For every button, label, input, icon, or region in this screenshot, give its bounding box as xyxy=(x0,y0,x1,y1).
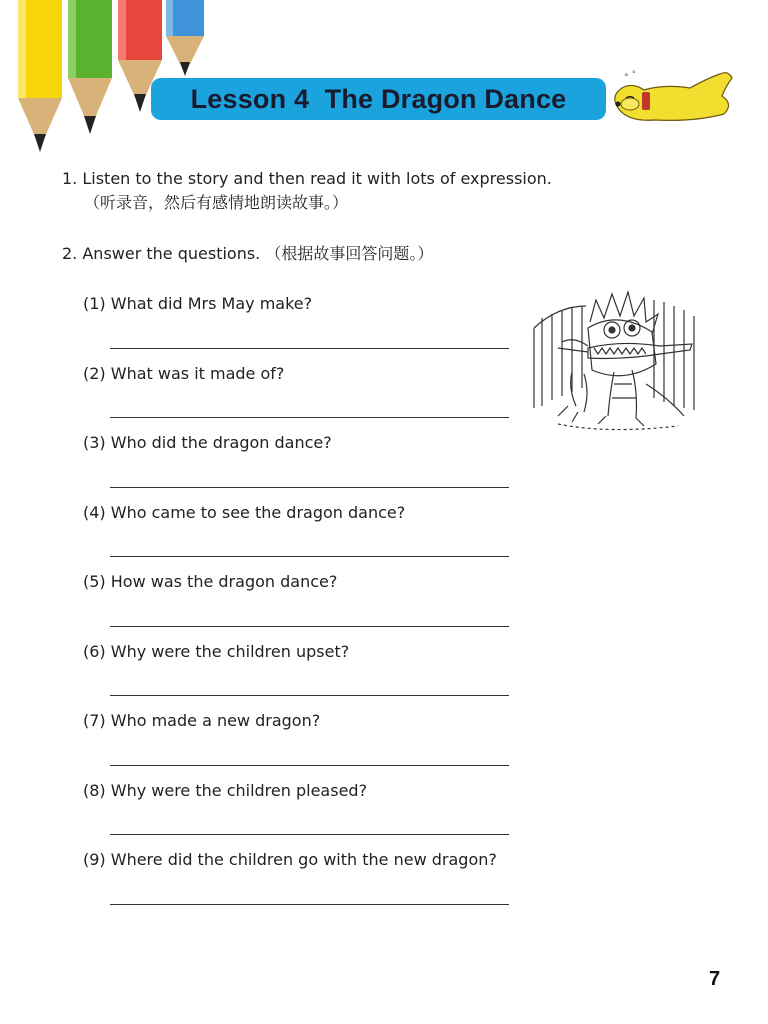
question-1: (1) What did Mrs May make? xyxy=(83,294,313,313)
question-6: (6) Why were the children upset? xyxy=(83,642,350,661)
green-pencil-icon xyxy=(68,0,112,134)
sleeping-dog-icon xyxy=(604,68,744,124)
answer-line-1[interactable] xyxy=(110,348,509,349)
answer-line-6[interactable] xyxy=(110,695,509,696)
answer-line-7[interactable] xyxy=(110,765,509,766)
instruction-1-chinese: （听录音，然后有感情地朗读故事。） xyxy=(84,193,349,212)
question-8: (8) Why were the children pleased? xyxy=(83,781,368,800)
answer-line-8[interactable] xyxy=(110,834,509,835)
dragon-dance-illustration xyxy=(528,288,700,436)
svg-text:°: ° xyxy=(632,70,636,78)
title-banner xyxy=(151,78,606,120)
instruction-2: 2. Answer the questions. （根据故事回答问题。） xyxy=(62,244,434,263)
svg-text:°: ° xyxy=(624,73,629,83)
answer-line-9[interactable] xyxy=(110,904,509,905)
question-7: (7) Who made a new dragon? xyxy=(83,711,321,730)
answer-line-5[interactable] xyxy=(110,626,509,627)
page-title: Lesson 4 The Dragon Dance xyxy=(190,83,567,114)
yellow-pencil-icon xyxy=(18,0,62,152)
question-4: (4) Who came to see the dragon dance? xyxy=(83,503,406,522)
question-9: (9) Where did the children go with the new dragon? xyxy=(83,850,497,869)
answer-line-2[interactable] xyxy=(110,417,509,418)
question-5: (5) How was the dragon dance? xyxy=(83,572,338,591)
answer-line-4[interactable] xyxy=(110,556,509,557)
answer-line-3[interactable] xyxy=(110,487,509,488)
instruction-1: 1. Listen to the story and then read it with lots of expression. xyxy=(62,169,552,188)
page-number: 7 xyxy=(709,968,721,990)
question-2: (2) What was it made of? xyxy=(83,364,285,383)
question-3: (3) Who did the dragon dance? xyxy=(83,433,332,452)
blue-pencil-icon xyxy=(166,0,204,76)
